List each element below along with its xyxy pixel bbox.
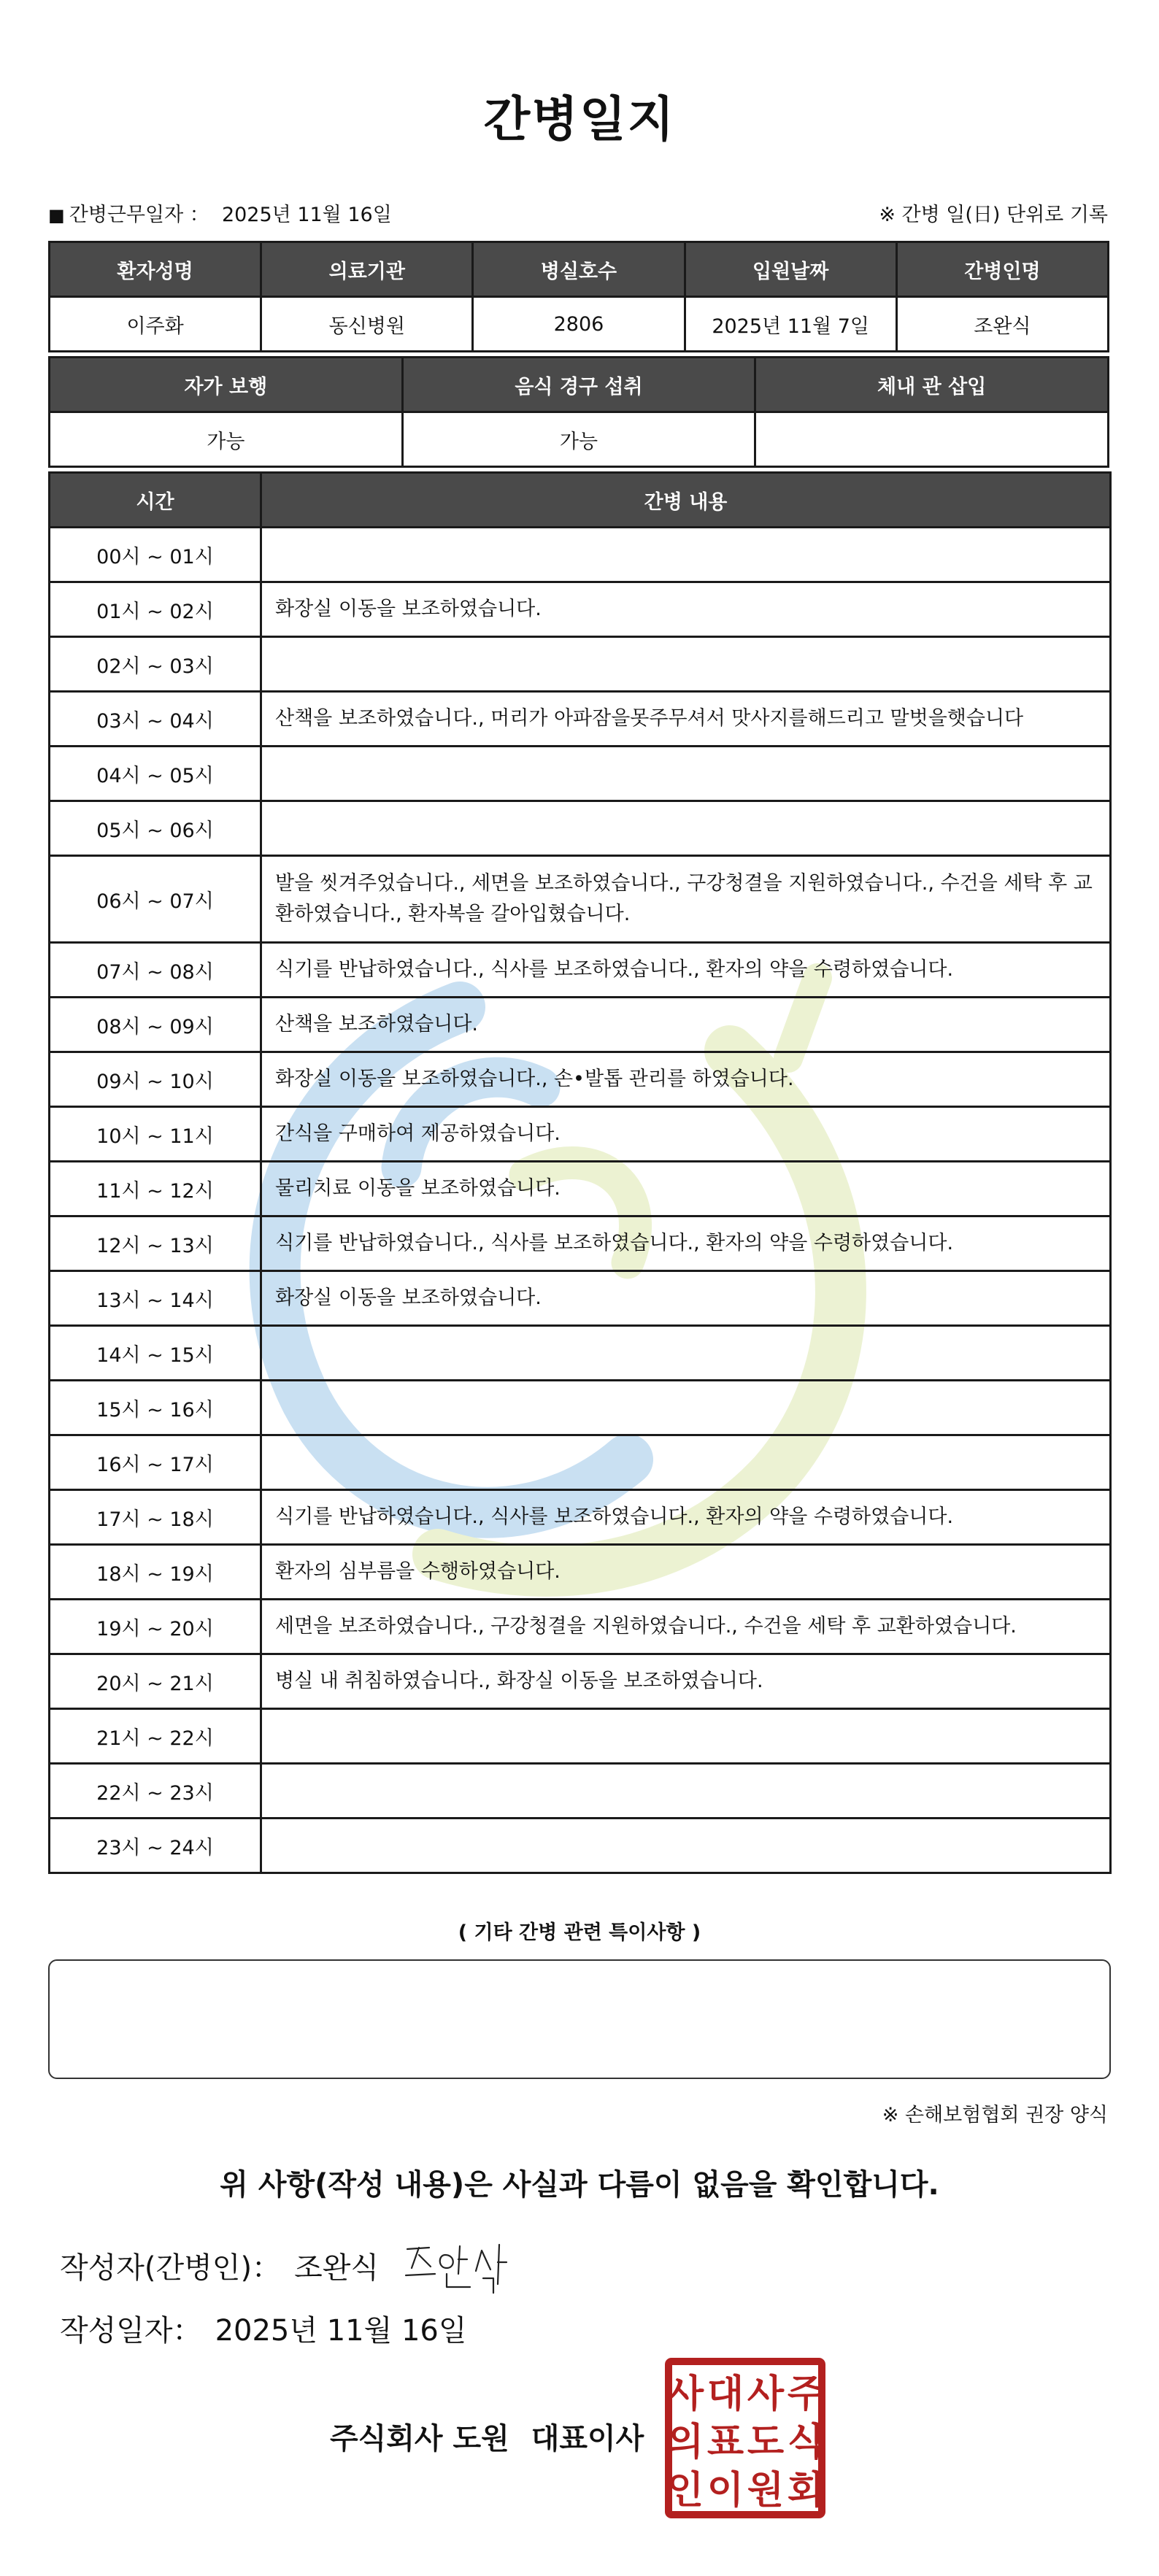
written-date-line <box>60 2307 467 2349</box>
caregiver-name: 조완식 <box>896 297 1108 352</box>
written-date-value: 2025년 11월 16일 <box>215 2314 467 2348</box>
patient-info-table <box>48 241 1109 352</box>
square-bullet-icon: ■ <box>48 205 65 225</box>
log-content <box>261 1381 1111 1435</box>
table-row <box>50 1545 1111 1600</box>
company-seal-stamp-icon <box>664 2357 826 2519</box>
header-hospital: 의료기관 <box>261 242 473 297</box>
log-content: 식기를 반납하였습니다., 식사를 보조하였습니다., 환자의 약을 수령하였습니다. <box>261 1216 1111 1271</box>
log-time: 00시 ~ 01시 <box>50 528 261 582</box>
log-content <box>261 1819 1111 1873</box>
log-time: 10시 ~ 11시 <box>50 1107 261 1162</box>
header-tube-insertion: 체내 관 삽입 <box>755 358 1109 412</box>
table-row <box>50 1490 1111 1545</box>
svg-text:의: 의 <box>666 2421 704 2464</box>
hourly-care-log-table <box>48 471 1112 1874</box>
room-number: 2806 <box>473 297 685 352</box>
writer-label: 작성자(간병인)： <box>60 2251 282 2285</box>
log-content: 환자의 심부름을 수행하였습니다. <box>261 1545 1111 1600</box>
log-content: 식기를 반납하였습니다., 식사를 보조하였습니다., 환자의 약을 수령하였습니다. <box>261 1490 1111 1545</box>
care-work-date-label: 간병근무일자 ： <box>69 204 209 226</box>
company-representative-title: 대표이사 <box>531 2422 644 2456</box>
log-content: 화장실 이동을 보조하였습니다. <box>261 582 1111 637</box>
table-row <box>50 1052 1111 1107</box>
log-content <box>261 528 1111 582</box>
log-content: 물리치료 이동을 보조하였습니다. <box>261 1162 1111 1216</box>
log-time: 17시 ~ 18시 <box>50 1490 261 1545</box>
header-self-walking: 자가 보행 <box>50 358 403 412</box>
log-content <box>261 1326 1111 1381</box>
log-time: 04시 ~ 05시 <box>50 747 261 801</box>
log-time: 08시 ~ 09시 <box>50 998 261 1052</box>
table-row <box>50 1435 1111 1490</box>
log-content <box>261 637 1111 692</box>
status-value-row <box>50 412 1109 467</box>
table-row <box>50 1654 1111 1709</box>
log-content: 간식을 구매하여 제공하였습니다. <box>261 1107 1111 1162</box>
table-row <box>50 1107 1111 1162</box>
company-line <box>330 2415 644 2457</box>
table-row <box>50 1381 1111 1435</box>
log-time: 11시 ~ 12시 <box>50 1162 261 1216</box>
table-row <box>50 747 1111 801</box>
status-header-row <box>50 358 1109 412</box>
svg-text:이: 이 <box>706 2469 744 2513</box>
table-row <box>50 582 1111 637</box>
log-content: 산책을 보조하였습니다., 머리가 아파잠을못주무셔서 맛사지를해드리고 말벗을햇습니다 <box>261 692 1111 747</box>
log-time: 06시 ~ 07시 <box>50 856 261 943</box>
patient-info-header-row <box>50 242 1109 297</box>
header-room-number: 병실호수 <box>473 242 685 297</box>
svg-text:원: 원 <box>747 2469 785 2513</box>
log-content: 산책을 보조하였습니다. <box>261 998 1111 1052</box>
log-time: 20시 ~ 21시 <box>50 1654 261 1709</box>
association-form-note: ※ 손해보험협회 권장 양식 <box>882 2104 1108 2126</box>
log-time: 03시 ~ 04시 <box>50 692 261 747</box>
header-admission-date: 입원날짜 <box>685 242 896 297</box>
company-name: 주식회사 도원 <box>330 2422 509 2456</box>
log-time: 14시 ~ 15시 <box>50 1326 261 1381</box>
log-time: 05시 ~ 06시 <box>50 801 261 856</box>
tube-insertion <box>755 412 1109 467</box>
page-title: 간병일지 <box>483 91 676 147</box>
patient-status-table <box>48 356 1109 468</box>
log-content: 세면을 보조하였습니다., 구강청결을 지원하였습니다., 수건을 세탁 후 교환하였습니다. <box>261 1600 1111 1654</box>
table-row <box>50 1326 1111 1381</box>
admission-date: 2025년 11월 7일 <box>685 297 896 352</box>
log-time: 15시 ~ 16시 <box>50 1381 261 1435</box>
table-row <box>50 1819 1111 1873</box>
svg-text:회: 회 <box>787 2469 825 2513</box>
table-row <box>50 1162 1111 1216</box>
log-content <box>261 801 1111 856</box>
log-time: 19시 ~ 20시 <box>50 1600 261 1654</box>
svg-text:인: 인 <box>666 2469 704 2513</box>
log-time: 01시 ~ 02시 <box>50 582 261 637</box>
table-row <box>50 1271 1111 1326</box>
table-row <box>50 528 1111 582</box>
svg-text:사: 사 <box>747 2372 785 2416</box>
log-content <box>261 1709 1111 1764</box>
log-header-row <box>50 473 1111 528</box>
svg-text:표: 표 <box>706 2421 744 2464</box>
log-content <box>261 1764 1111 1819</box>
log-content <box>261 747 1111 801</box>
log-time: 13시 ~ 14시 <box>50 1271 261 1326</box>
header-caregiver-name: 간병인명 <box>896 242 1108 297</box>
log-time: 18시 ~ 19시 <box>50 1545 261 1600</box>
special-notes-box <box>48 1959 1111 2079</box>
self-walking: 가능 <box>50 412 403 467</box>
table-row <box>50 801 1111 856</box>
log-body <box>50 528 1111 1873</box>
log-time: 22시 ~ 23시 <box>50 1764 261 1819</box>
confirmation-statement: 위 사항(작성 내용)은 사실과 다름이 없음을 확인합니다. <box>220 2168 939 2202</box>
care-work-date <box>48 198 392 227</box>
svg-text:대: 대 <box>706 2372 744 2416</box>
log-time: 16시 ~ 17시 <box>50 1435 261 1490</box>
writer-line <box>60 2245 379 2286</box>
log-content: 화장실 이동을 보조하였습니다., 손•발톱 관리를 하였습니다. <box>261 1052 1111 1107</box>
table-row <box>50 998 1111 1052</box>
writer-name: 조완식 <box>294 2251 379 2285</box>
written-date-label: 작성일자： <box>60 2314 202 2348</box>
svg-text:도: 도 <box>747 2421 785 2464</box>
svg-text:사: 사 <box>666 2372 704 2416</box>
log-time: 12시 ~ 13시 <box>50 1216 261 1271</box>
log-time: 21시 ~ 22시 <box>50 1709 261 1764</box>
svg-text:식: 식 <box>787 2421 825 2464</box>
daily-record-note: ※ 간병 일(日) 단위로 기록 <box>879 204 1108 226</box>
header-patient-name: 환자성명 <box>50 242 261 297</box>
table-row <box>50 1216 1111 1271</box>
hospital: 동신병원 <box>261 297 473 352</box>
patient-info-value-row <box>50 297 1109 352</box>
care-work-date-value: 2025년 11월 16일 <box>221 204 392 226</box>
header-oral-intake: 음식 경구 섭취 <box>402 358 755 412</box>
header-time: 시간 <box>50 473 261 528</box>
handwritten-signature <box>400 2233 531 2299</box>
log-time: 02시 ~ 03시 <box>50 637 261 692</box>
log-content: 식기를 반납하였습니다., 식사를 보조하였습니다., 환자의 약을 수령하였습니다. <box>261 943 1111 998</box>
table-row <box>50 856 1111 943</box>
table-row <box>50 1764 1111 1819</box>
log-content: 화장실 이동을 보조하였습니다. <box>261 1271 1111 1326</box>
table-row <box>50 1709 1111 1764</box>
log-content: 병실 내 취침하였습니다., 화장실 이동을 보조하였습니다. <box>261 1654 1111 1709</box>
table-row <box>50 637 1111 692</box>
oral-intake: 가능 <box>402 412 755 467</box>
header-care-content: 간병 내용 <box>261 473 1111 528</box>
log-time: 09시 ~ 10시 <box>50 1052 261 1107</box>
log-time: 23시 ~ 24시 <box>50 1819 261 1873</box>
log-content: 발을 씻겨주었습니다., 세면을 보조하였습니다., 구강청결을 지원하였습니다., 수건을 세탁 후 교환하였습니다., 환자복을 갈아입혔습니다. <box>261 856 1111 943</box>
table-row <box>50 692 1111 747</box>
table-row <box>50 943 1111 998</box>
patient-name: 이주화 <box>50 297 261 352</box>
log-time: 07시 ~ 08시 <box>50 943 261 998</box>
table-row <box>50 1600 1111 1654</box>
log-content <box>261 1435 1111 1490</box>
svg-text:주: 주 <box>787 2372 825 2416</box>
special-notes-label: ( 기타 간병 관련 특이사항 ) <box>458 1921 701 1944</box>
